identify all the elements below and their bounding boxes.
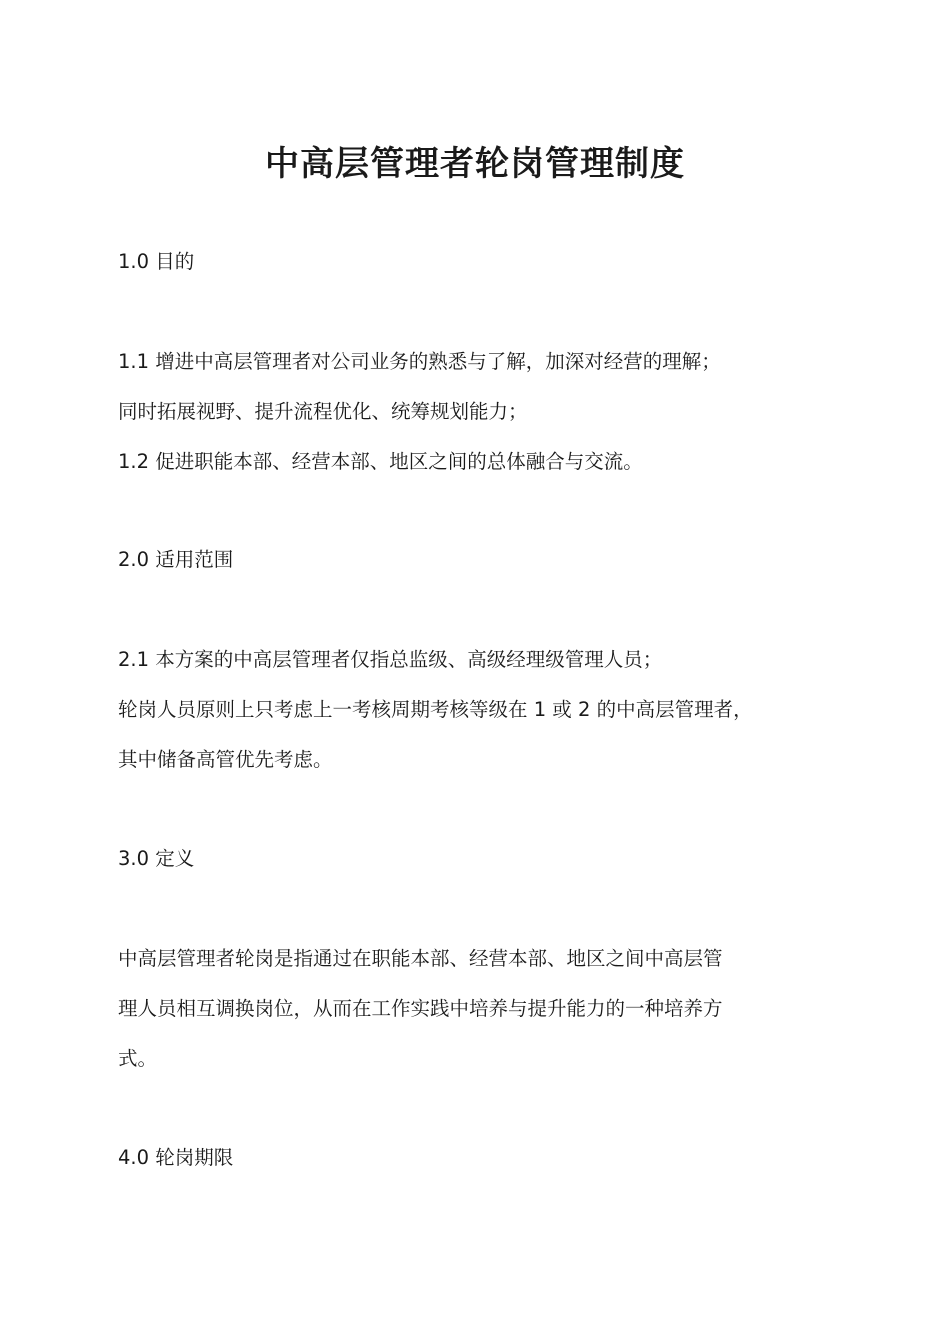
paragraph-line: 理人员相互调换岗位，从而在工作实践中培养与提升能力的一种培养方 xyxy=(118,997,723,1020)
section-heading-rotation-period: 4.0 轮岗期限 xyxy=(118,1146,234,1169)
paragraph-line: 同时拓展视野、提升流程优化、统筹规划能力； xyxy=(118,400,528,423)
section-heading-scope: 2.0 适用范围 xyxy=(118,548,234,571)
paragraph-line: 1.1 增进中高层管理者对公司业务的熟悉与了解，加深对经营的理解； xyxy=(118,350,721,373)
document-title: 中高层管理者轮岗管理制度 xyxy=(265,144,685,184)
paragraph-line: 轮岗人员原则上只考虑上一考核周期考核等级在 1 或 2 的中高层管理者， xyxy=(118,698,753,721)
paragraph-line: 式。 xyxy=(118,1047,158,1070)
paragraph-line: 中高层管理者轮岗是指通过在职能本部、经营本部、地区之间中高层管 xyxy=(118,947,723,970)
section-heading-purpose: 1.0 目的 xyxy=(118,250,195,273)
paragraph-line: 1.2 促进职能本部、经营本部、地区之间的总体融合与交流。 xyxy=(118,450,643,473)
paragraph-line: 其中储备高管优先考虑。 xyxy=(118,748,333,771)
section-heading-definition: 3.0 定义 xyxy=(118,847,195,870)
paragraph-line: 2.1 本方案的中高层管理者仅指总监级、高级经理级管理人员； xyxy=(118,648,663,671)
